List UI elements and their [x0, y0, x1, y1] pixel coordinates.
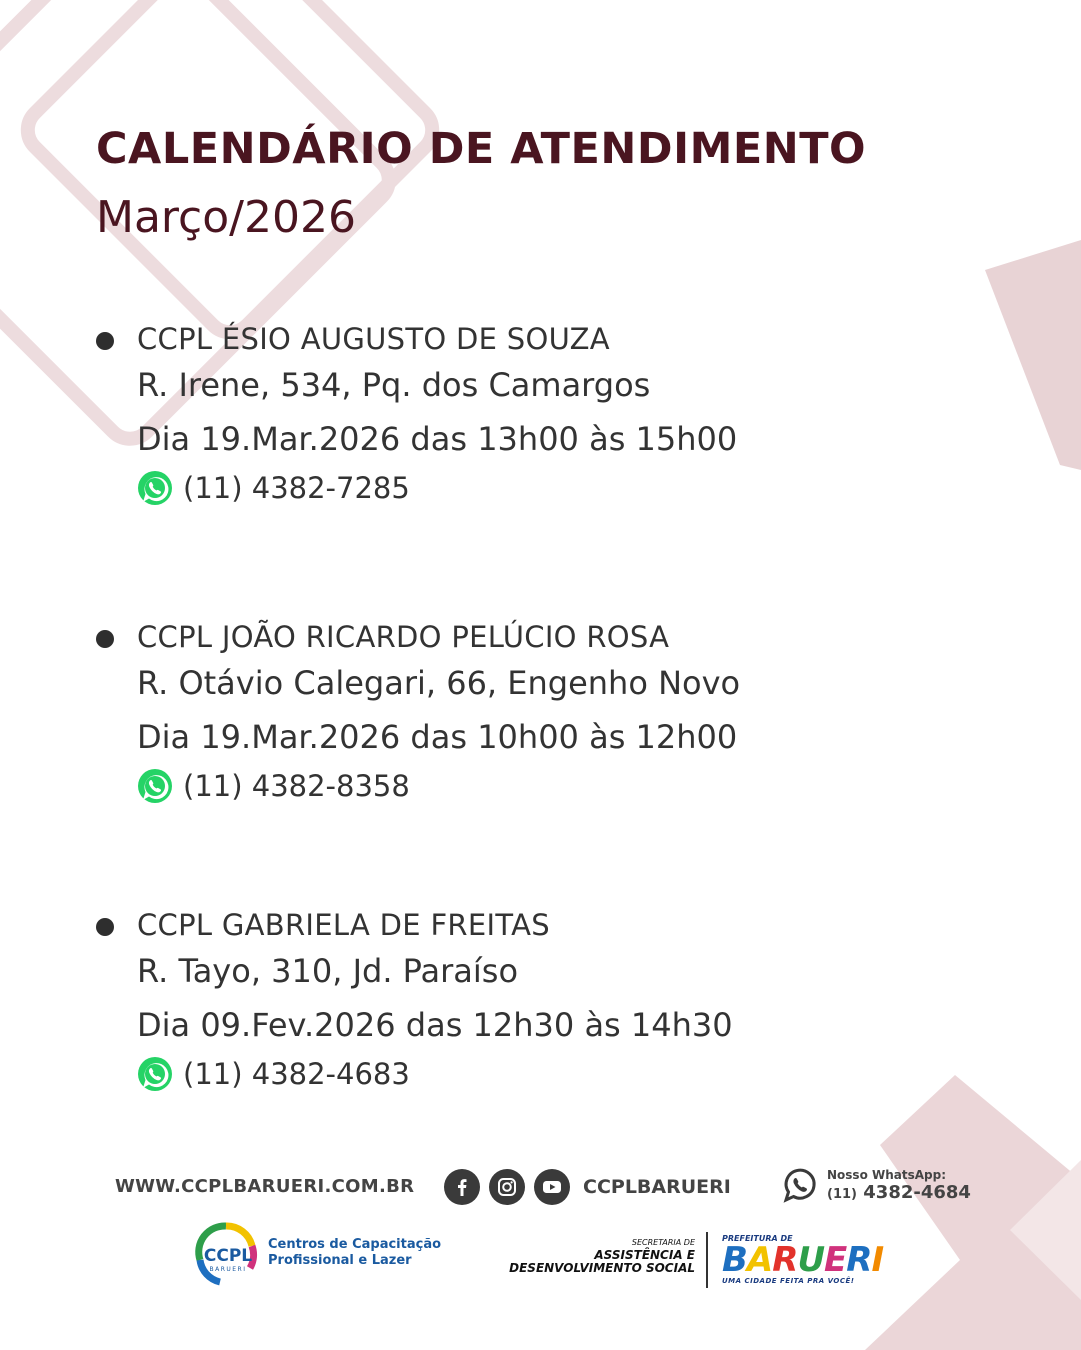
bullet-icon	[96, 332, 114, 350]
bullet-icon	[96, 630, 114, 648]
secretaria-logo	[480, 1236, 695, 1275]
ccpl-logo	[190, 1216, 441, 1290]
location-address: R. Tayo, 310, Jd. Paraíso	[137, 952, 519, 990]
ccpl-logo-line1: Centros de Capacitação	[268, 1237, 442, 1252]
location-date: Dia 19.Mar.2026 das 13h00 às 15h00	[137, 420, 738, 458]
secretaria-line3: DESENVOLVIMENTO SOCIAL	[509, 1261, 695, 1275]
social-handle[interactable]: CCPLBARUERI	[583, 1176, 731, 1198]
location-name: CCPL ÉSIO AUGUSTO DE SOUZA	[137, 322, 610, 356]
prefeitura-name	[722, 1240, 884, 1280]
prefeitura-tagline: UMA CIDADE FEITA PRA VOCÊ!	[722, 1277, 855, 1285]
logo-divider	[706, 1232, 708, 1288]
location-date: Dia 09.Fev.2026 das 12h30 às 14h30	[137, 1006, 733, 1044]
ccpl-logo-abbr: CCPL	[203, 1246, 253, 1266]
whatsapp-icon	[781, 1166, 819, 1204]
location-phone	[137, 1054, 410, 1094]
ccpl-logo-city: BARUERI	[209, 1266, 247, 1273]
phone-number: (11) 4382-4683	[183, 1057, 410, 1091]
youtube-icon[interactable]	[534, 1169, 570, 1205]
location-name: CCPL GABRIELA DE FREITAS	[137, 908, 550, 942]
bullet-icon	[96, 918, 114, 936]
location-phone	[137, 766, 410, 806]
location-address: R. Irene, 534, Pq. dos Camargos	[137, 366, 651, 404]
ccpl-logo-mark	[190, 1216, 262, 1290]
secretaria-line2: ASSISTÊNCIA E	[594, 1248, 695, 1262]
whatsapp-icon	[137, 768, 173, 804]
prefeitura-name-letters: BARUERI	[722, 1240, 884, 1280]
whatsapp-label: Nosso WhatsApp:	[827, 1167, 947, 1182]
prefeitura-logo	[722, 1234, 883, 1285]
instagram-icon[interactable]	[489, 1169, 525, 1205]
ccpl-logo-line2: Profissional e Lazer	[268, 1253, 412, 1268]
website-link[interactable]: WWW.CCPLBARUERI.COM.BR	[115, 1176, 415, 1197]
prefeitura-label: PREFEITURA DE	[722, 1234, 793, 1243]
whatsapp-contact[interactable]	[781, 1166, 971, 1204]
location-name: CCPL JOÃO RICARDO PELÚCIO ROSA	[137, 620, 670, 654]
location-date: Dia 19.Mar.2026 das 10h00 às 12h00	[137, 718, 738, 756]
location-address: R. Otávio Calegari, 66, Engenho Novo	[137, 664, 741, 702]
location-phone	[137, 468, 410, 508]
whatsapp-icon	[137, 1056, 173, 1092]
page-title: CALENDÁRIO DE ATENDIMENTO	[96, 124, 867, 174]
page-subtitle: Março/2026	[96, 192, 356, 243]
phone-number: (11) 4382-7285	[183, 471, 410, 505]
phone-number: (11) 4382-8358	[183, 769, 410, 803]
whatsapp-number: 4382-4684	[863, 1181, 971, 1203]
whatsapp-area-code: (11)	[827, 1186, 857, 1202]
whatsapp-icon	[137, 470, 173, 506]
secretaria-line1: SECRETARIA DE	[631, 1238, 695, 1247]
social-links	[444, 1169, 731, 1205]
facebook-icon[interactable]	[444, 1169, 480, 1205]
